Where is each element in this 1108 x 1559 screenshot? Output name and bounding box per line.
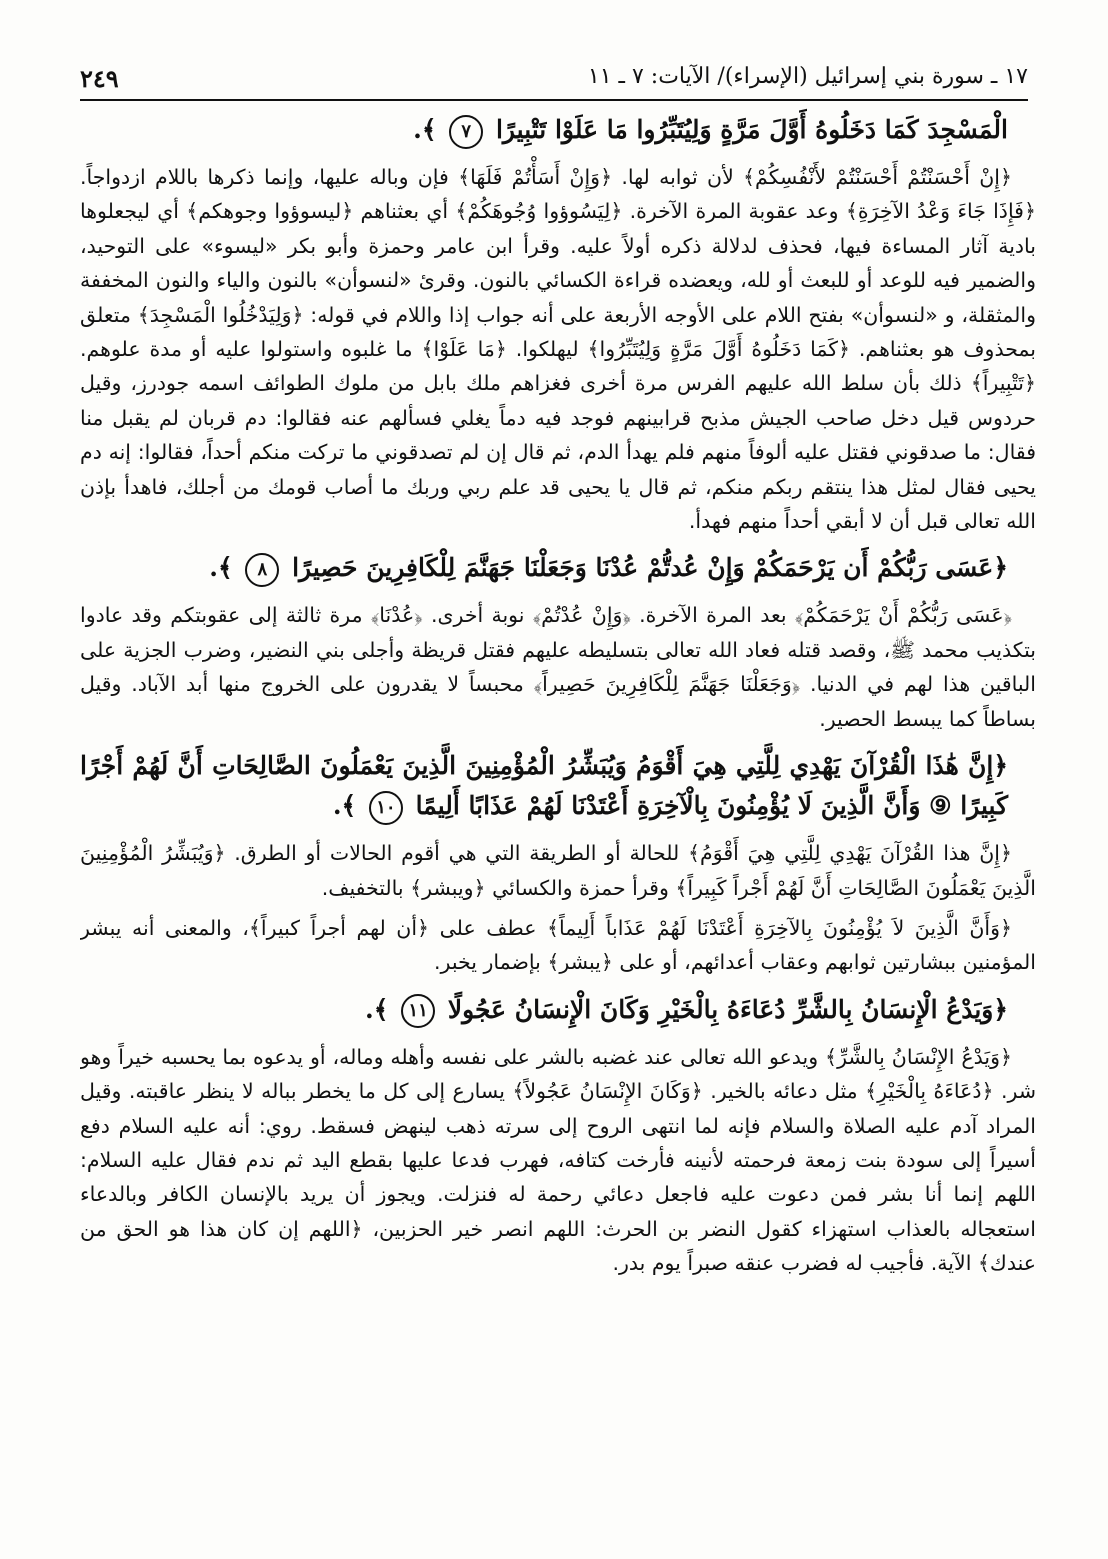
- commentary-paragraph: ﴿عَسَى رَبُّكُمْ أَنْ يَرْحَمَكُمْ﴾ بعد المرة الآخرة. ﴿وَإِنْ عُدْتُمْ﴾ نوبة أخرى. ﴿عُدْنَا﴾ مرة ثالثة إلى عقوبتكم وقد عادوا بتكذيب محمد ﷺ، وقصد قتله فعاد الله تعالى بتسليطه عليهم فقتل قريظة وأجلى بني النضير، وضرب الجزية على الباقين هذا لهم في الدنيا. ﴿وَجَعَلْنَا جَهَنَّمَ لِلْكَافِرِينَ حَصِيراً﴾ محبساً لا يقدرون على الخروج منها أبد الآباد. وقيل بساطاً كما يبسط الحصير.: [80, 603, 1036, 731]
- running-title: ١٧ ـ سورة بني إسرائيل (الإسراء)/ الآيات: ٧ ـ ١١: [587, 64, 1028, 89]
- quran-verse: ﴿وَيَدْعُ الْإِنسَانُ بِالشَّرِّ دُعَاءَهُ بِالْخَيْرِ وَكَانَ الْإِنسَانُ عَجُولًا ١١ ﴾.: [80, 990, 1036, 1030]
- header-divider: [80, 99, 1028, 101]
- commentary-paragraph: ﴿إِنَّ هذا القُرْآنَ يَهْدِي لِلَّتِي هِيَ أَقْوَمُ﴾ للحالة أو الطريقة التي هي أقوم الحالات أو الطرق. ﴿وَيُبَشِّرُ الْمُؤْمِنِينَ الَّذِينَ يَعْمَلُونَ الصَّالِحَاتِ أَنَّ لَهُمْ أَجْراً كَبِيراً﴾ وقرأ حمزة والكسائي ﴿ويبشر﴾ بالتخفيف.: [80, 841, 1036, 900]
- commentary-paragraph: ﴿إِنْ أَحْسَنْتُمْ أَحْسَنْتُمْ لأَنْفُسِكُمْ﴾ لأن ثوابه لها. ﴿وَإِنْ أَسَأْتُمْ فَلَهَا﴾ فإن وباله عليها، وإنما ذكرها باللام ازدواجاً. ﴿فَإِذَا جَاءَ وَعْدُ الآخِرَةِ﴾ وعد عقوبة المرة الآخرة. ﴿لِيَسُوؤوا وُجُوهَكُمْ﴾ أي بعثناهم ﴿ليسوؤوا وجوهكم﴾ أي ليجعلوها بادية آثار المساءة فيها، فحذف لدلالة ذكره أولاً عليه. وقرأ ابن عامر وحمزة وأبو بكر «ليسوء» على التوحيد، والضمير فيه للوعد أو للبعث أو لله، ويعضده قراءة الكسائي بالنون. وقرئ «لنسوأن» بالنون والياء والنون المخففة والمثقلة، و «لنسوأن» بفتح اللام على الأوجه الأربعة على أنه جواب إذا واللام في قوله: ﴿وَلِيَدْخُلُوا الْمَسْجِدَ﴾ متعلق بمحذوف هو بعثناهم. ﴿كَمَا دَخَلُوهُ أَوَّلَ مَرَّةٍ وَلِيُتَبِّرُوا﴾ ليهلكوا. ﴿مَا عَلَوْا﴾ ما غلبوه واستولوا عليه أو مدة علوهم. ﴿تَتْبِيراً﴾ ذلك بأن سلط الله عليهم الفرس مرة أخرى فغزاهم ملك بابل من ملوك الطوائف اسمه جودرز، وقيل حردوس قيل دخل صاحب الجيش مذبح قرابينهم فوجد فيه دماً يغلي فسألهم عنه فقالوا: دم قربان لم يقبل منا فقال: ما صدقوني فقتل عليه ألوفاً منهم فلم يهدأ الدم، ثم قال إن لم تصدقوني ما تركت منكم أحداً، فقالوا: إنه دم يحيى فقال لمثل هذا ينتقم ربكم منكم، ثم قال يا يحيى قد علم ربي وربك ما أصاب قومك من أجلك، فاهدأ بإذن الله تعالى قبل أن لا أبقي أحداً منهم فهدأ.: [80, 165, 1036, 534]
- page-number: ٢٤٩: [80, 64, 119, 93]
- verse-text: ﴿عَسَى رَبُّكُمْ أَن يَرْحَمَكُمْ وَإِنْ عُدتُّمْ عُدْنَا وَجَعَلْنَا جَهَنَّمَ لِلْكَافِرِينَ حَصِيرًا: [292, 553, 1008, 583]
- verse-number-ornament: ٨: [245, 553, 279, 587]
- page-body: [80, 108, 1036, 1519]
- commentary-paragraph: ﴿وَيَدْعُ الإِنْسَانُ بِالشَّرِّ﴾ ويدعو الله تعالى عند غضبه بالشر على نفسه وأهله وماله، أو يدعوه بما يحسبه خيراً وهو شر. ﴿دُعَاءَهُ بِالْخَيْرِ﴾ مثل دعائه بالخير. ﴿وَكَانَ الإِنْسَانُ عَجُولاً﴾ يسارع إلى كل ما يخطر بباله لا ينظر عاقبته. وقيل المراد آدم عليه الصلاة والسلام فإنه لما انتهى الروح إلى سرته ذهب لينهض فسقط. روي: أنه عليه السلام دفع أسيراً إلى سودة بنت زمعة فرحمته لأنينه فأرخت كتافه، فهرب فدعا عليها بقطع اليد ثم ندم فقال عليه السلام: اللهم إنما أنا بشر فمن دعوت عليه فاجعل دعائي رحمة له فنزلت. ويجوز أن يريد بالإنسان الكافر وبالدعاء استعجاله بالعذاب استهزاء كقول النضر بن الحرث: اللهم انصر خير الحزبين، ﴿اللهم إن كان هذا هو الحق من عندك﴾ الآية. فأجيب له فضرب عنقه صبراً يوم بدر.: [80, 1044, 1036, 1276]
- commentary-paragraph: ﴿وَأَنَّ الَّذِينَ لاَ يُؤْمِنُونَ بِالآخِرَةِ أَعْتَدْنَا لَهُمْ عَذَاباً أَلِيماً﴾ عطف على ﴿أن لهم أجراً كبيراً﴾، والمعنى أنه يبشر المؤمنين ببشارتين ثوابهم وعقاب أعدائهم، أو على ﴿يبشر﴾ بإضمار يخبر.: [80, 915, 1036, 975]
- verse-text: ﴿وَيَدْعُ الْإِنسَانُ بِالشَّرِّ دُعَاءَهُ بِالْخَيْرِ وَكَانَ الْإِنسَانُ عَجُولًا: [447, 994, 1008, 1024]
- verse-text: الْمَسْجِدَ كَمَا دَخَلُوهُ أَوَّلَ مَرَّةٍ وَلِيُتَبِّرُوا مَا عَلَوْا تَتْبِيرًا: [495, 115, 1008, 144]
- page-header: [80, 60, 1028, 100]
- verse-number-ornament: ٧: [449, 115, 483, 149]
- verse-text: ﴿إِنَّ هَٰذَا الْقُرْآنَ يَهْدِي لِلَّتِي هِيَ أَقْوَمُ وَيُبَشِّرُ الْمُؤْمِنِينَ الَّذِينَ يَعْمَلُونَ الصَّالِحَاتِ أَنَّ لَهُمْ أَجْرًا كَبِيرًا ⑨ وَأَنَّ الَّذِينَ لَا يُؤْمِنُونَ بِالْآخِرَةِ أَعْتَدْنَا لَهُمْ عَذَابًا أَلِيمًا: [80, 751, 1009, 821]
- verse-number-ornament: ١٠: [369, 791, 403, 825]
- quran-verse: الْمَسْجِدَ كَمَا دَخَلُوهُ أَوَّلَ مَرَّةٍ وَلِيُتَبِّرُوا مَا عَلَوْا تَتْبِيرًا ٧ ﴾.: [80, 110, 1036, 150]
- quran-verse: ﴿إِنَّ هَٰذَا الْقُرْآنَ يَهْدِي لِلَّتِي هِيَ أَقْوَمُ وَيُبَشِّرُ الْمُؤْمِنِينَ الَّذِينَ يَعْمَلُونَ الصَّالِحَاتِ أَنَّ لَهُمْ أَجْرًا كَبِيرًا ⑨ وَأَنَّ الَّذِينَ لَا يُؤْمِنُونَ بِالْآخِرَةِ أَعْتَدْنَا لَهُمْ عَذَابًا أَلِيمًا ١٠ ﴾.: [80, 746, 1036, 826]
- quran-verse: ﴿عَسَى رَبُّكُمْ أَن يَرْحَمَكُمْ وَإِنْ عُدتُّمْ عُدْنَا وَجَعَلْنَا جَهَنَّمَ لِلْكَافِرِينَ حَصِيرًا ٨ ﴾.: [80, 548, 1036, 588]
- verse-number-ornament: ١١: [401, 994, 435, 1028]
